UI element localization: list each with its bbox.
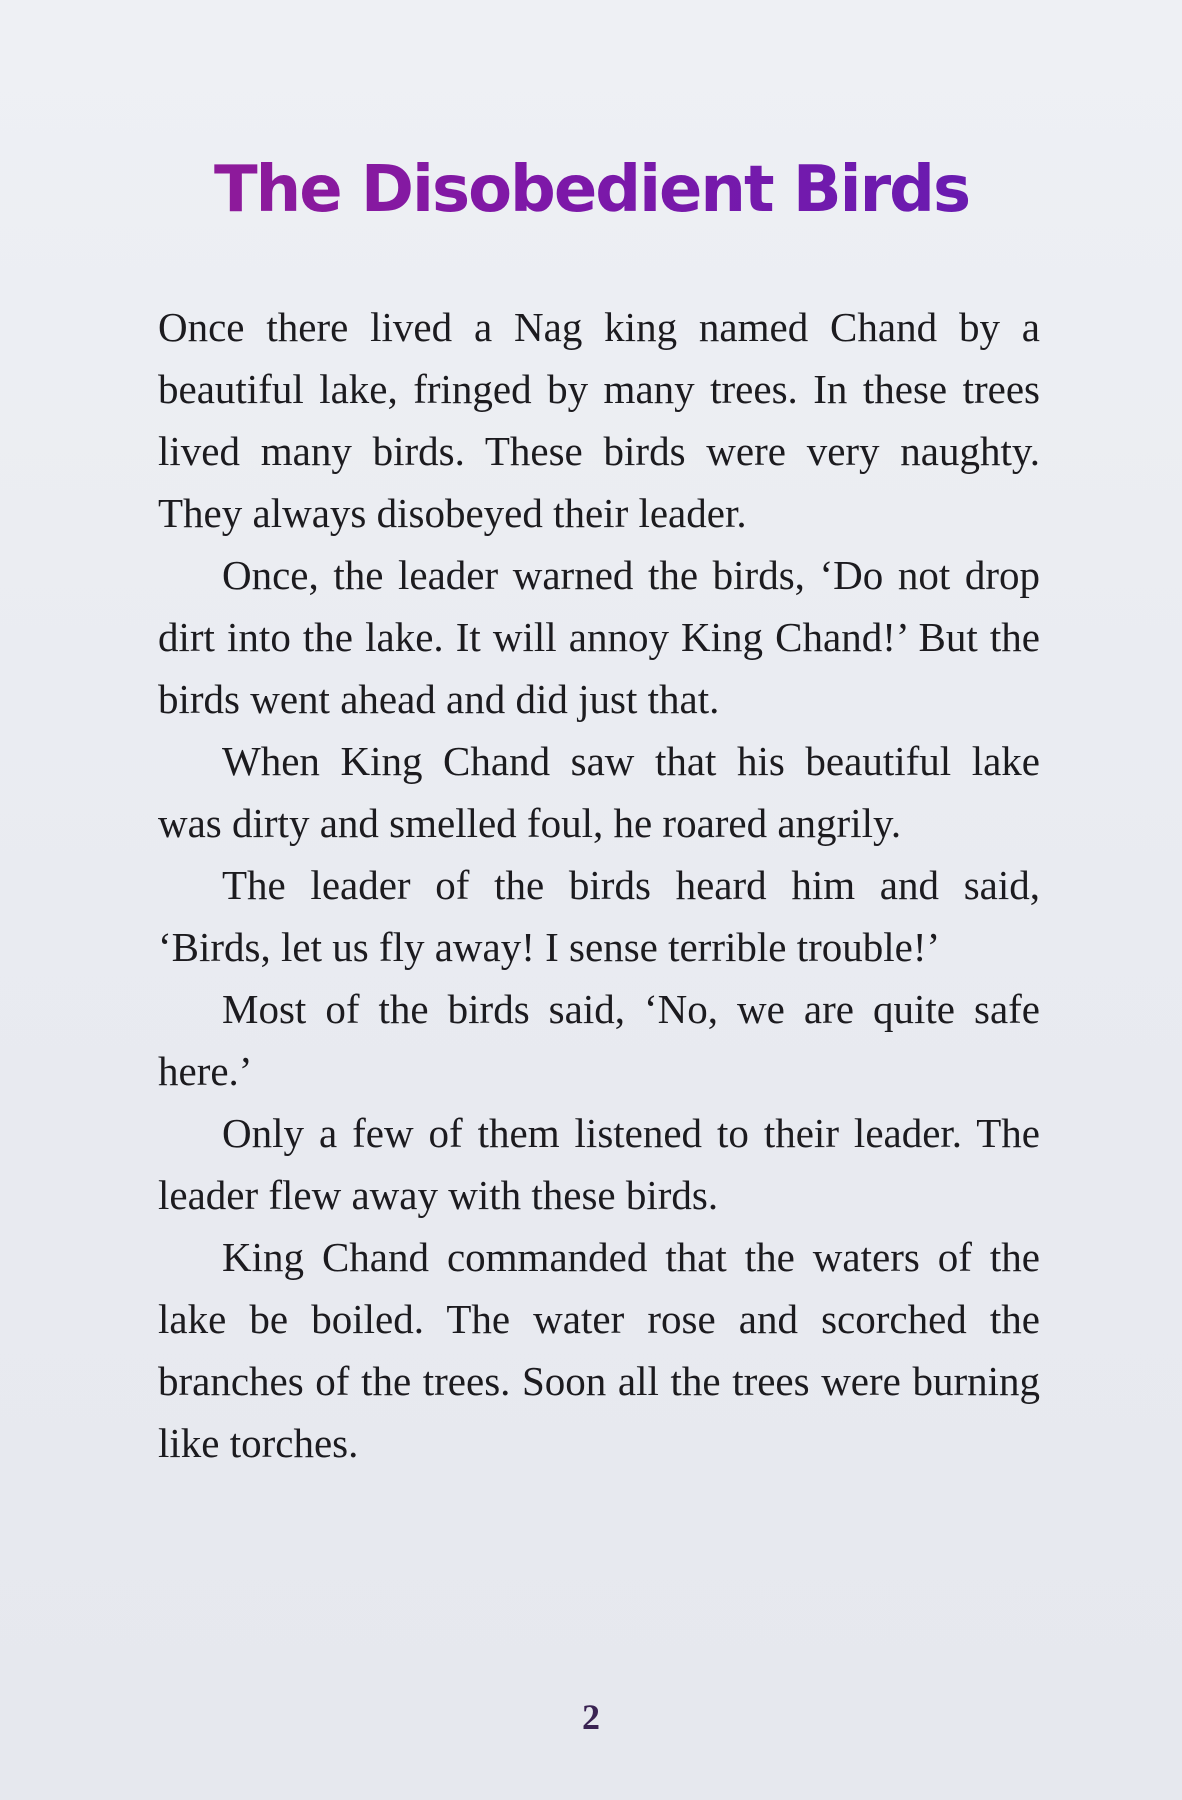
paragraph-7: King Chand commanded that the waters of the lake be boiled. The water rose and scorched the branches of the trees. Soon all the trees were burning like torches. (158, 1234, 1040, 1466)
story-title: The Disobedient Birds (214, 150, 969, 230)
paragraph-1: Once there lived a Nag king named Chand by a beautiful lake, fringed by many trees. In these trees lived many birds. These birds were very naughty. They always disobeyed their leader. (158, 304, 1040, 536)
paragraph-5: Most of the birds said, ‘No, we are quite safe here.’ (158, 986, 1040, 1094)
story-body (158, 296, 1040, 1474)
paragraph-2: Once, the leader warned the birds, ‘Do not drop dirt into the lake. It will annoy King Chand!’ But the birds went ahead and did just that. (158, 552, 1040, 722)
paragraph-4: The leader of the birds heard him and said, ‘Birds, let us fly away! I sense terrible trouble!’ (158, 862, 1040, 970)
page-number: 2 (582, 1697, 600, 1737)
paragraph-6: Only a few of them listened to their leader. The leader flew away with these birds. (158, 1110, 1040, 1218)
paragraph-3: When King Chand saw that his beautiful lake was dirty and smelled foul, he roared angrily. (158, 738, 1040, 846)
